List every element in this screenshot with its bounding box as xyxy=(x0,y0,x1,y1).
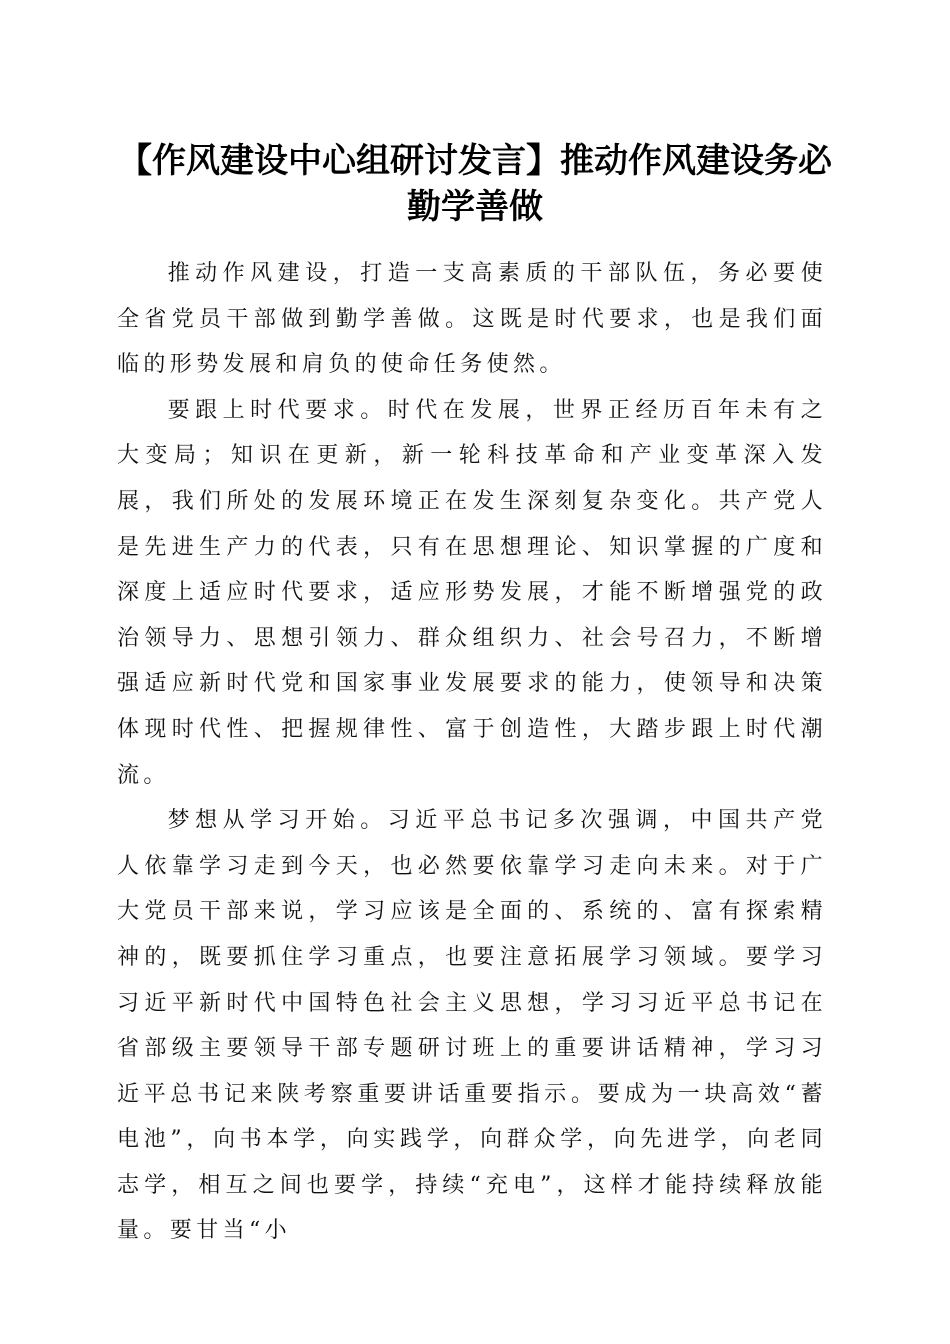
document-body xyxy=(117,251,827,1254)
document-title: 【作风建设中心组研讨发言】推动作风建设务必勤学善做 xyxy=(118,141,832,227)
paragraph: 要跟上时代要求。时代在发展，世界正经历百年未有之大变局；知识在更新，新一轮科技革命和产业变革深入发展，我们所处的发展环境正在发生深刻复杂变化。共产党人是先进生产力的代表，只有在思想理论、知识掌握的广度和深度上适应时代要求，适应形势发展，才能不断增强党的政治领导力、思想引领力、群众组织力、社会号召力，不断增强适应新时代党和国家事业发展要求的能力，使领导和决策体现时代性、把握规律性、富于创造性，大踏步跟上时代潮流。 xyxy=(117,397,827,788)
paragraph: 推动作风建设，打造一支高素质的干部队伍，务必要使全省党员干部做到勤学善做。这既是时代要求，也是我们面临的形势发展和肩负的使命任务使然。 xyxy=(117,261,827,378)
paragraph: 梦想从学习开始。习近平总书记多次强调，中国共产党人依靠学习走到今天，也必然要依靠学习走向未来。对于广大党员干部来说，学习应该是全面的、系统的、富有探索精神的，既要抓住学习重点，也要注意拓展学习领域。要学习习近平新时代中国特色社会主义思想，学习习近平总书记在省部级主要领导干部专题研讨班上的重要讲话精神，学习习近平总书记来陕考察重要讲话重要指示。要成为一块高效“蓄电池”，向书本学，向实践学，向群众学，向先进学，向老同志学，相互之间也要学，持续“充电”，这样才能持续释放能量。要甘当“小 xyxy=(117,808,827,1244)
